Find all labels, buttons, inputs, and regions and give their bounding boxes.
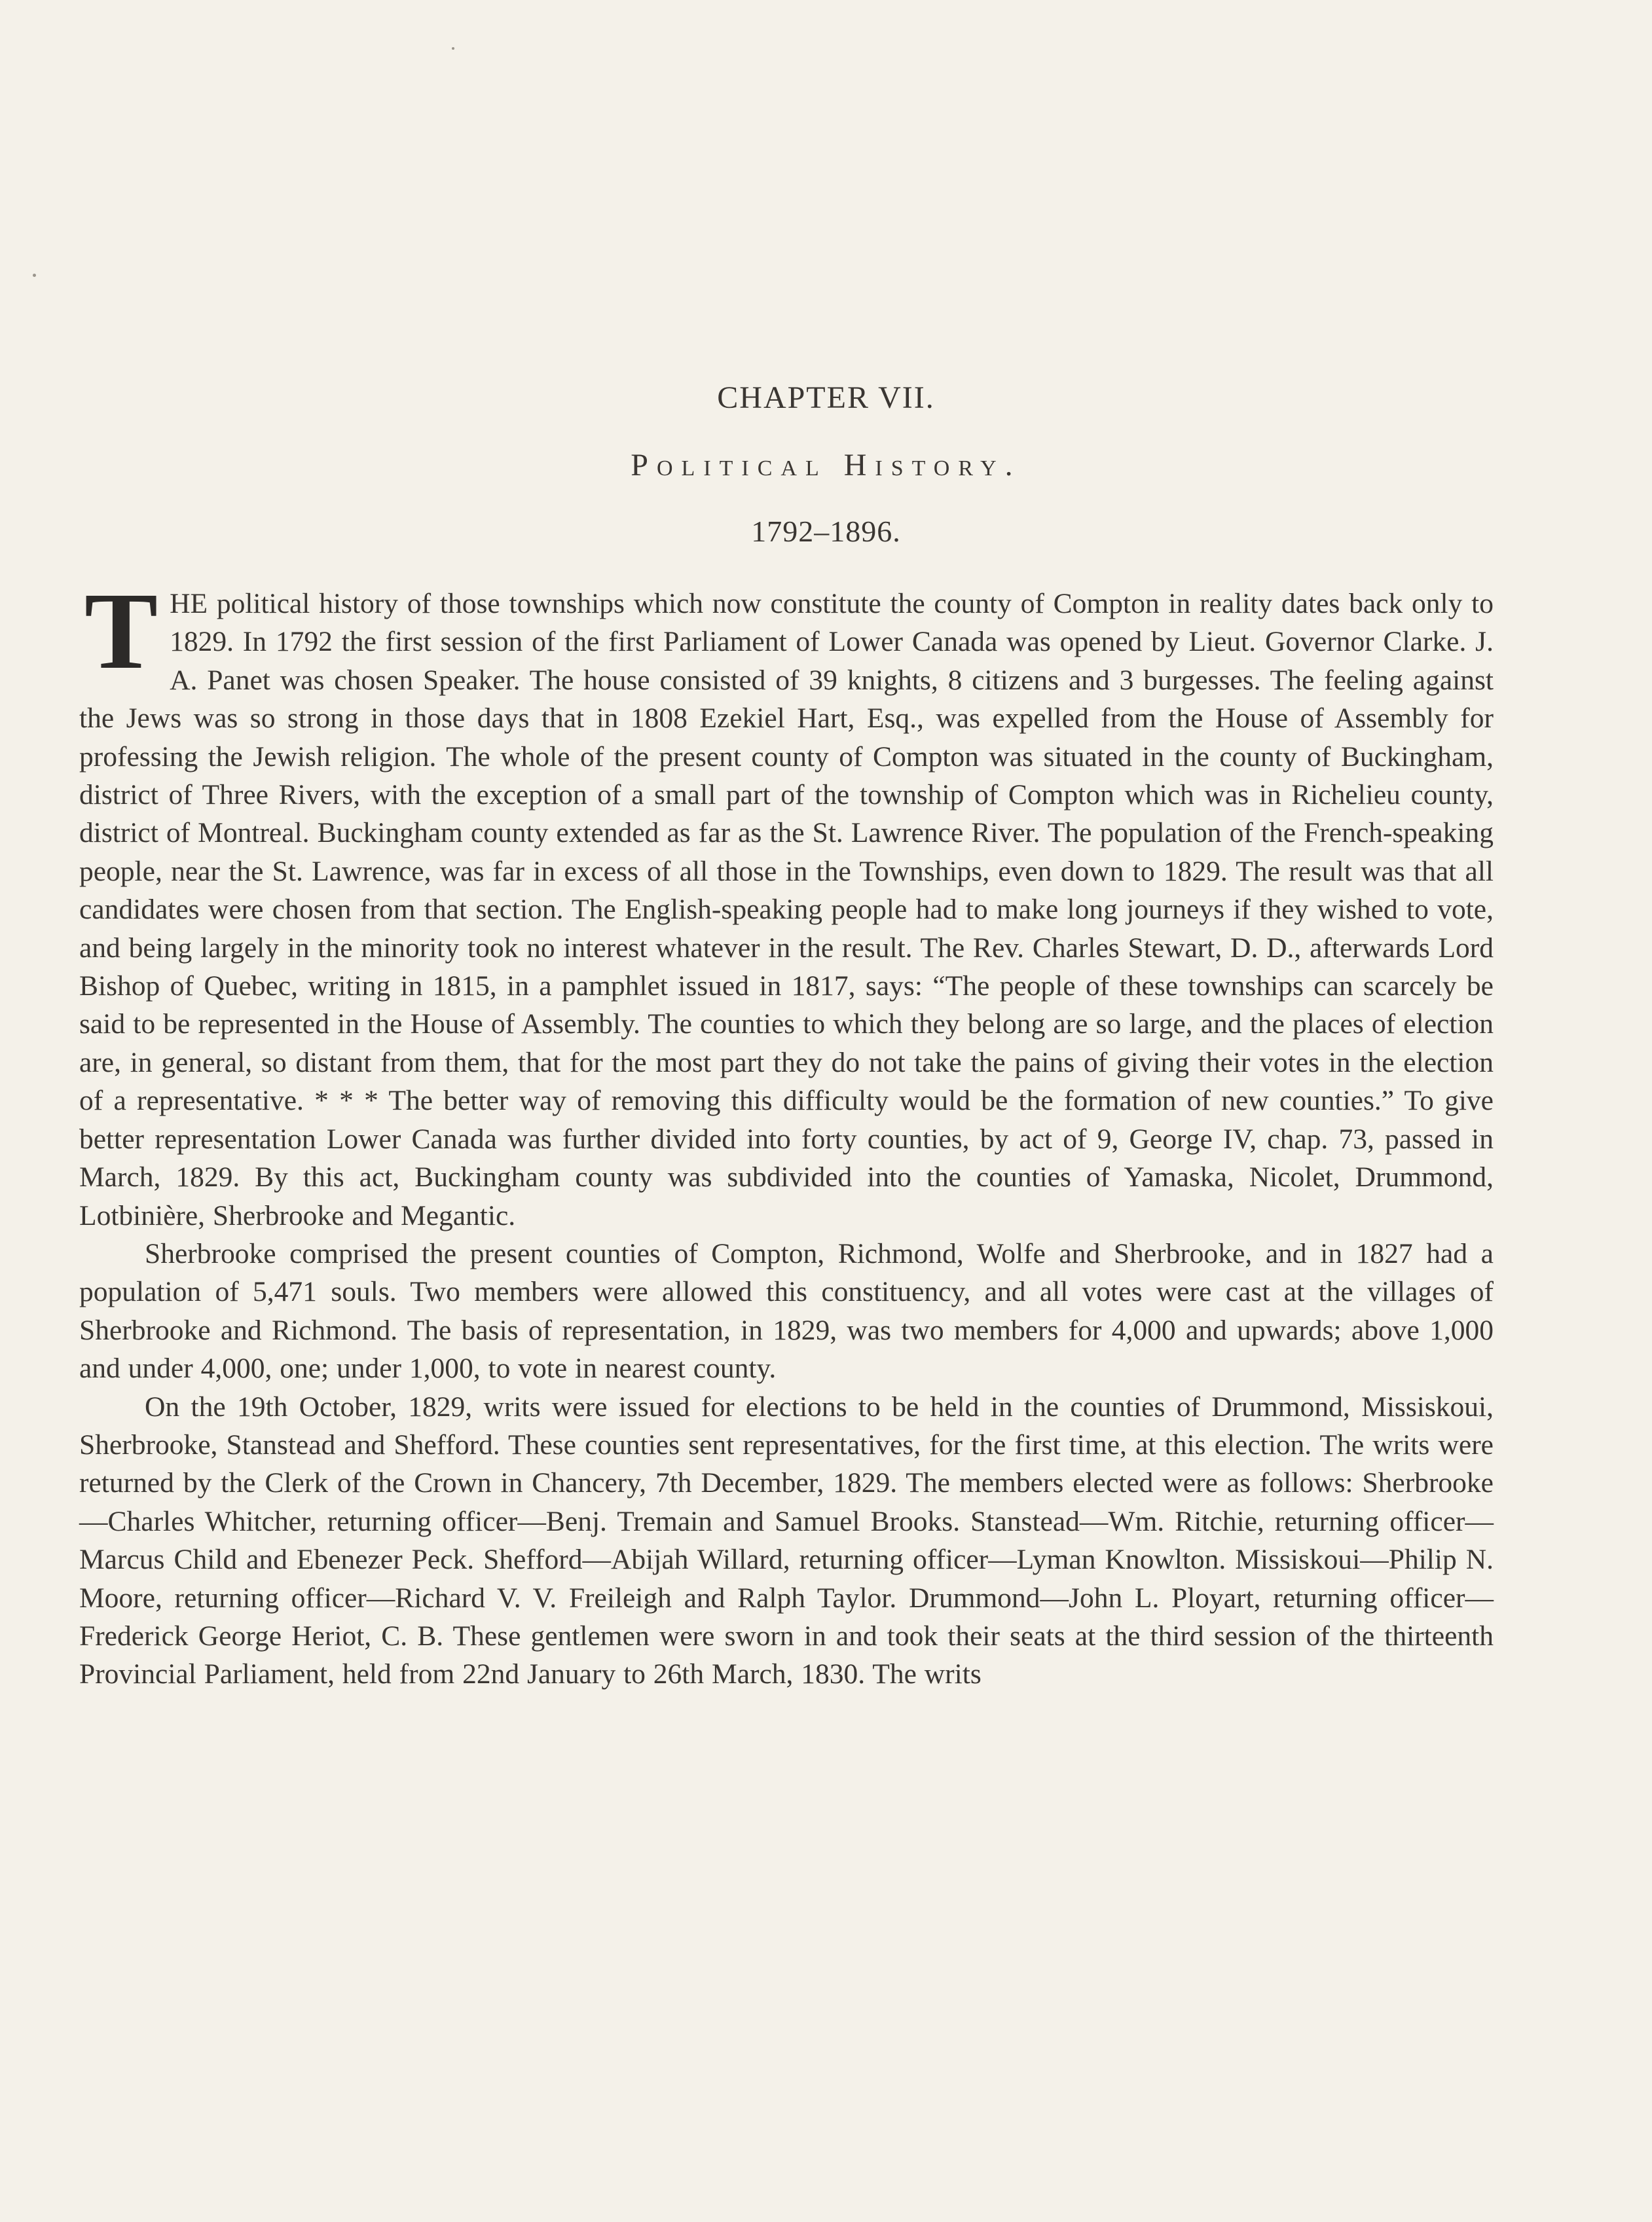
paper-speck	[33, 274, 36, 277]
paragraph-1	[79, 570, 1494, 1235]
paragraph-1-text: HE political history of those townships which now constitute the county of Compton in reality dates back only to 1829. In 1792 the first session of the first Parliament of Lower Canada was opened by Lieut. Governor Clarke. J. A. Panet was chosen Speaker. The house consisted of 39 knights, 8 citizens and 3 burgesses. The feeling against the Jews was so strong in those days that in 1808 Ezekiel Hart, Esq., was expelled from the House of Assembly for professing the Jewish religion. The whole of the present county of Compton was situated in the county of Buckingham, district of Three Rivers, with the exception of a small part of the township of Compton which was in Richelieu county, district of Montreal. Buckingham county extended as far as the St. Lawrence River. The population of the French-speaking people, near the St. Lawrence, was far in excess of all those in the Townships, even down to 1829. The result was that all candidates were chosen from that section. The English-speaking people had to make long journeys if they wished to vote, and being largely in the minority took no interest whatever in the result. The Rev. Charles Stewart, D. D., afterwards Lord Bishop of Quebec, writing in 1815, in a pamphlet issued in 1817, says: “The people of these townships can scarcely be said to be represented in the House of Assembly. The counties to which they belong are so large, and the places of election are, in general, so distant from them, that for the most part they do not take the pains of giving their votes in the election of a representative. * * * The better way of removing this difficulty would be the formation of new counties.” To give better representation Lower Canada was further divided into forty counties, by act of 9, George IV, chap. 73, passed in March, 1829. By this act, Buckingham county was subdivided into the counties of Yamaska, Nicolet, Drummond, Lotbinière, Sherbrooke and Megantic.	[79, 588, 1494, 1231]
paragraph-2: Sherbrooke comprised the present counties of Compton, Richmond, Wolfe and Sherbrooke, and in 1827 had a population of 5,471 souls. Two members were allowed this constituency, and all votes were cast at the villages of Sherbrooke and Richmond. The basis of representation, in 1829, was two members for 4,000 and upwards; above 1,000 and under 4,000, one; under 1,000, to vote in nearest county.	[79, 1237, 1494, 1385]
chapter-title: CHAPTER VII.	[717, 380, 935, 415]
date-range: 1792–1896.	[751, 515, 901, 548]
body-text	[79, 570, 1494, 1694]
drop-cap: T	[84, 570, 158, 692]
section-title: Political History.	[631, 448, 1021, 483]
paragraph-3: On the 19th October, 1829, writs were issued for elections to be held in the counties of Drummond, Missiskoui, Sherbrooke, Stanstead and Shefford. These counties sent representatives, for the first time, at this election. The writs were returned by the Clerk of the Crown in Chancery, 7th December, 1829. The members elected were as follows: Sherbrooke—Charles Whitcher, returning officer—Benj. Tremain and Samuel Brooks. Stanstead—Wm. Ritchie, returning officer—Marcus Child and Ebenezer Peck. Shefford—Abijah Willard, returning officer—Lyman Knowlton. Missiskoui—Philip N. Moore, returning officer—Richard V. V. Freileigh and Ralph Taylor. Drummond—John L. Ployart, returning officer—Frederick George Heriot, C. B. These gentlemen were sworn in and took their seats at the third session of the thirteenth Provincial Parliament, held from 22nd January to 26th March, 1830. The writs	[79, 1391, 1494, 1690]
paper-speck	[452, 47, 454, 50]
